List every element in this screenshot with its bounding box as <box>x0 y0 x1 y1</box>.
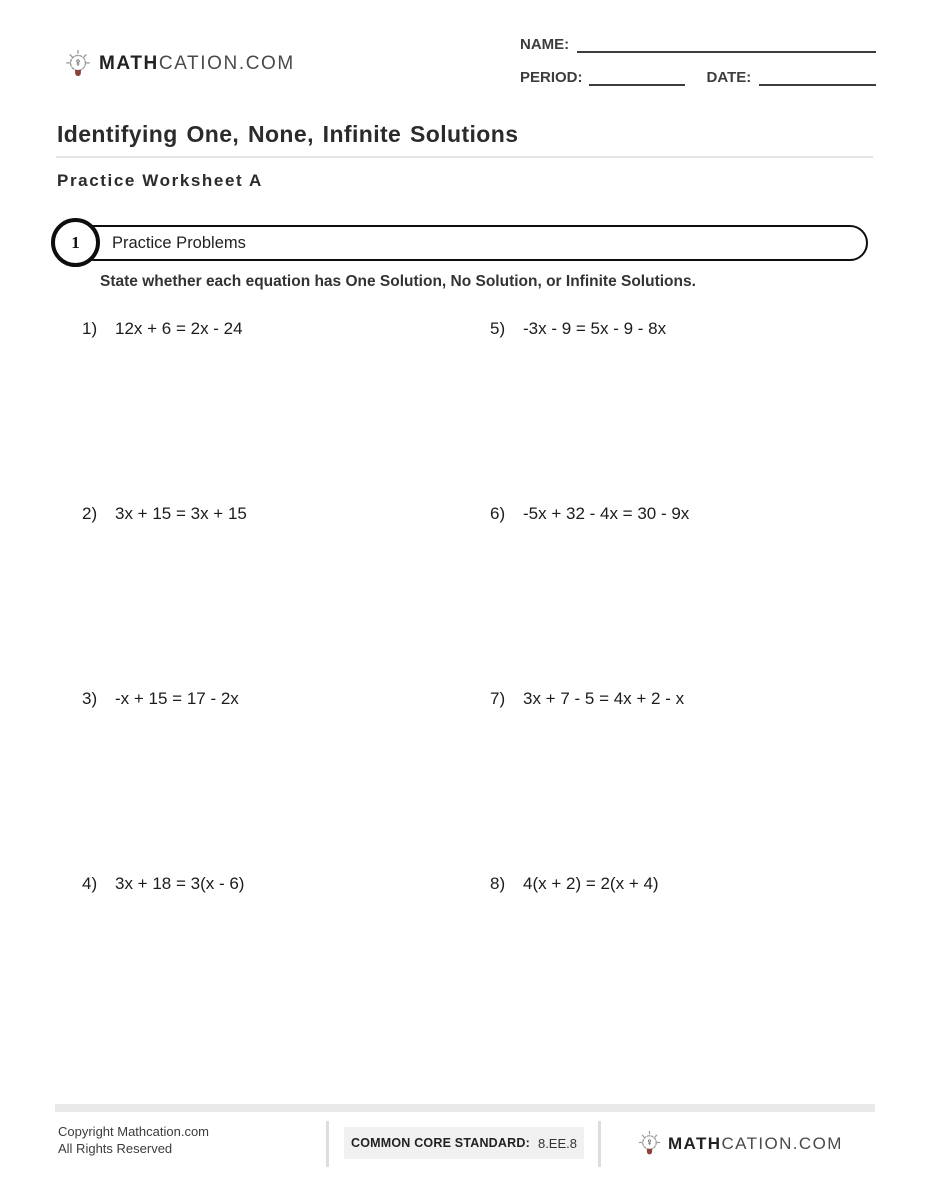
problem-equation: 3x + 15 = 3x + 15 <box>115 504 247 523</box>
instructions-text: State whether each equation has One Solution, No Solution, or Infinite Solutions. <box>100 273 696 290</box>
name-row <box>520 33 876 53</box>
section-number-badge <box>51 218 100 267</box>
problem-4 <box>82 874 490 1059</box>
problem-3 <box>82 689 490 874</box>
problem-number: 1) <box>82 319 98 338</box>
footer-vertical-divider-left <box>326 1121 329 1167</box>
date-label: DATE: <box>706 69 752 86</box>
problem-6 <box>490 504 874 689</box>
standard-label: COMMON CORE STANDARD: <box>351 1136 530 1150</box>
problem-1 <box>82 319 490 504</box>
problem-equation: 3x + 18 = 3(x - 6) <box>115 874 245 893</box>
logo-text-light: CATION.COM <box>158 53 295 74</box>
problem-equation: -5x + 32 - 4x = 30 - 9x <box>523 504 690 523</box>
footer-divider-bar <box>55 1104 875 1112</box>
worksheet-subtitle: Practice Worksheet A <box>57 171 263 190</box>
problem-number: 5) <box>490 319 506 338</box>
section-label: Practice Problems <box>112 234 246 252</box>
footer-logo-text-bold: MATH <box>668 1133 722 1153</box>
date-blank-line <box>759 66 876 86</box>
problem-8 <box>490 874 874 1059</box>
problem-number: 8) <box>490 874 506 893</box>
problem-number: 7) <box>490 689 506 708</box>
problem-equation: 4(x + 2) = 2(x + 4) <box>523 874 659 893</box>
problem-equation: -3x - 9 = 5x - 9 - 8x <box>523 319 667 338</box>
name-label: NAME: <box>520 36 570 53</box>
logo-text-bold: MATH <box>99 53 159 74</box>
problem-number: 3) <box>82 689 98 708</box>
footer-lightbulb-icon <box>637 1129 662 1158</box>
problem-2 <box>82 504 490 689</box>
section-header-pill <box>76 225 868 261</box>
common-core-standard-box <box>344 1127 584 1159</box>
name-blank-line <box>577 33 876 53</box>
section-number: 1 <box>71 232 80 252</box>
problem-equation: 3x + 7 - 5 = 4x + 2 - x <box>523 689 685 708</box>
problem-number: 6) <box>490 504 506 523</box>
problem-equation: -x + 15 = 17 - 2x <box>115 689 239 708</box>
problem-number: 4) <box>82 874 98 893</box>
problems-grid <box>82 319 874 1059</box>
footer-logo-text-light: CATION.COM <box>721 1133 843 1153</box>
problem-7 <box>490 689 874 874</box>
copyright-line2: All Rights Reserved <box>58 1140 173 1156</box>
problem-number: 2) <box>82 504 98 523</box>
period-date-row <box>520 66 876 86</box>
title-divider <box>56 156 873 158</box>
footer-logo-text <box>668 1134 843 1154</box>
period-label: PERIOD: <box>520 69 583 86</box>
standard-value: 8.EE.8 <box>537 1135 577 1151</box>
period-blank-line <box>589 66 685 86</box>
copyright-text <box>58 1124 209 1157</box>
student-info-block <box>520 33 876 86</box>
problem-5 <box>490 319 874 504</box>
footer-vertical-divider-right <box>598 1121 601 1167</box>
footer-logo <box>637 1129 843 1158</box>
lightbulb-icon <box>64 48 92 80</box>
copyright-line1: Copyright Mathcation.com <box>58 1124 210 1139</box>
page-title: Identifying One, None, Infinite Solutions <box>57 121 519 147</box>
problem-equation: 12x + 6 = 2x - 24 <box>115 319 243 338</box>
logo-text <box>99 53 295 75</box>
header-logo <box>64 48 295 80</box>
